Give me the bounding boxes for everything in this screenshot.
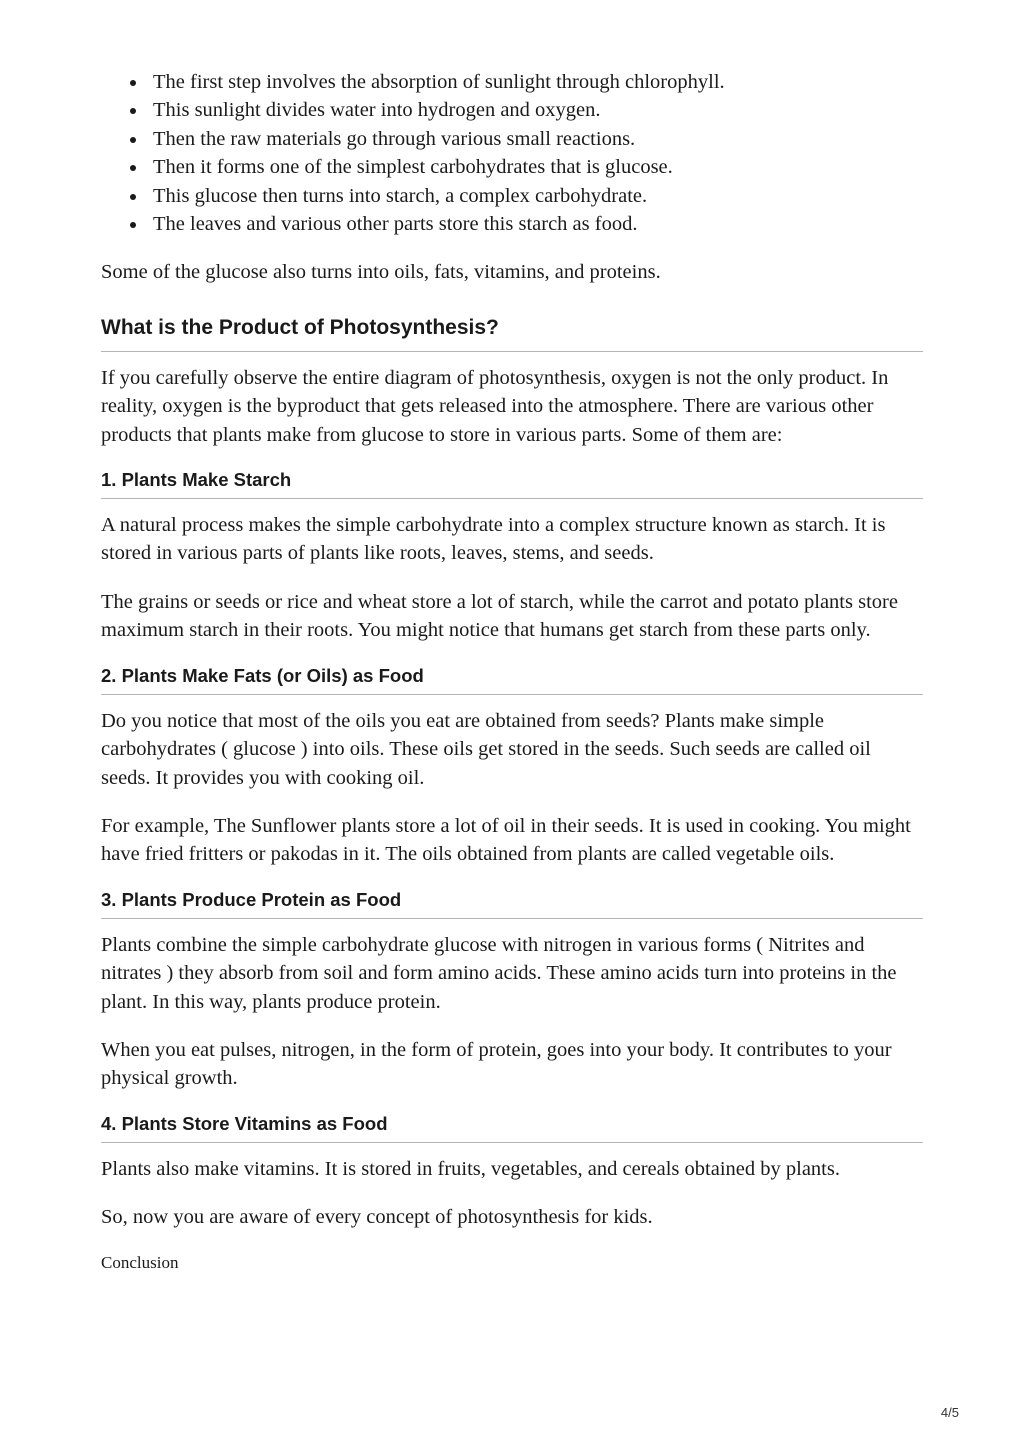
subsection-heading: 4. Plants Store Vitamins as Food: [101, 1113, 923, 1143]
paragraph: When you eat pulses, nitrogen, in the form of protein, goes into your body. It contributes to your physical growth.: [101, 1038, 892, 1090]
paragraph: So, now you are aware of every concept of photosynthesis for kids.: [101, 1206, 653, 1229]
paragraph: Plants also make vitamins. It is stored in fruits, vegetables, and cereals obtained by plants.: [101, 1157, 840, 1180]
subsection-protein: [101, 889, 923, 1093]
page-number: 4/5: [940, 1405, 959, 1420]
glucose-products-paragraph: Some of the glucose also turns into oils, fats, vitamins, and proteins.: [101, 261, 661, 284]
paragraph: Do you notice that most of the oils you eat are obtained from seeds? Plants make simple carbohydrates ( glucose ) into oils. These oils get stored in the seeds. Such seeds are called oil seeds. It provides you with cooking oil.: [101, 709, 871, 789]
list-item: Then it forms one of the simplest carbohydrates that is glucose.: [153, 153, 923, 181]
section-heading: What is the Product of Photosynthesis?: [101, 315, 923, 352]
list-item: Then the raw materials go through various small reactions.: [153, 125, 923, 153]
photosynthesis-steps-list: [101, 68, 923, 238]
conclusion-label: Conclusion: [101, 1252, 179, 1272]
section-paragraph: If you carefully observe the entire diagram of photosynthesis, oxygen is not the only product. In reality, oxygen is the byproduct that gets released into the atmosphere. There are various other products that plants make from glucose to store in various parts. Some of them are:: [101, 366, 889, 446]
subsection-heading: 2. Plants Make Fats (or Oils) as Food: [101, 665, 923, 695]
list-item: This sunlight divides water into hydrogen and oxygen.: [153, 96, 923, 124]
paragraph: Plants combine the simple carbohydrate glucose with nitrogen in various forms ( Nitrites and nitrates ) they absorb from soil and form amino acids. These amino acids turn into proteins in the plant. In this way, plants produce protein.: [101, 933, 897, 1013]
subsection-fats: [101, 665, 923, 869]
article-content: [101, 68, 923, 1274]
subsection-starch: [101, 469, 923, 645]
subsection-vitamins: [101, 1113, 923, 1232]
list-item: The first step involves the absorption of sunlight through chlorophyll.: [153, 68, 923, 96]
subsection-heading: 1. Plants Make Starch: [101, 469, 923, 499]
product-section: [101, 315, 923, 449]
paragraph: The grains or seeds or rice and wheat store a lot of starch, while the carrot and potato plants store maximum starch in their roots. You might notice that humans get starch from these parts only.: [101, 590, 898, 642]
paragraph: For example, The Sunflower plants store a lot of oil in their seeds. It is used in cooking. You might have fried fritters or pakodas in it. The oils obtained from plants are called vegetable oils.: [101, 814, 911, 866]
list-item: This glucose then turns into starch, a complex carbohydrate.: [153, 182, 923, 210]
list-item: The leaves and various other parts store this starch as food.: [153, 210, 923, 238]
paragraph: A natural process makes the simple carbohydrate into a complex structure known as starch. It is stored in various parts of plants like roots, leaves, stems, and seeds.: [101, 514, 886, 565]
subsection-heading: 3. Plants Produce Protein as Food: [101, 889, 923, 919]
